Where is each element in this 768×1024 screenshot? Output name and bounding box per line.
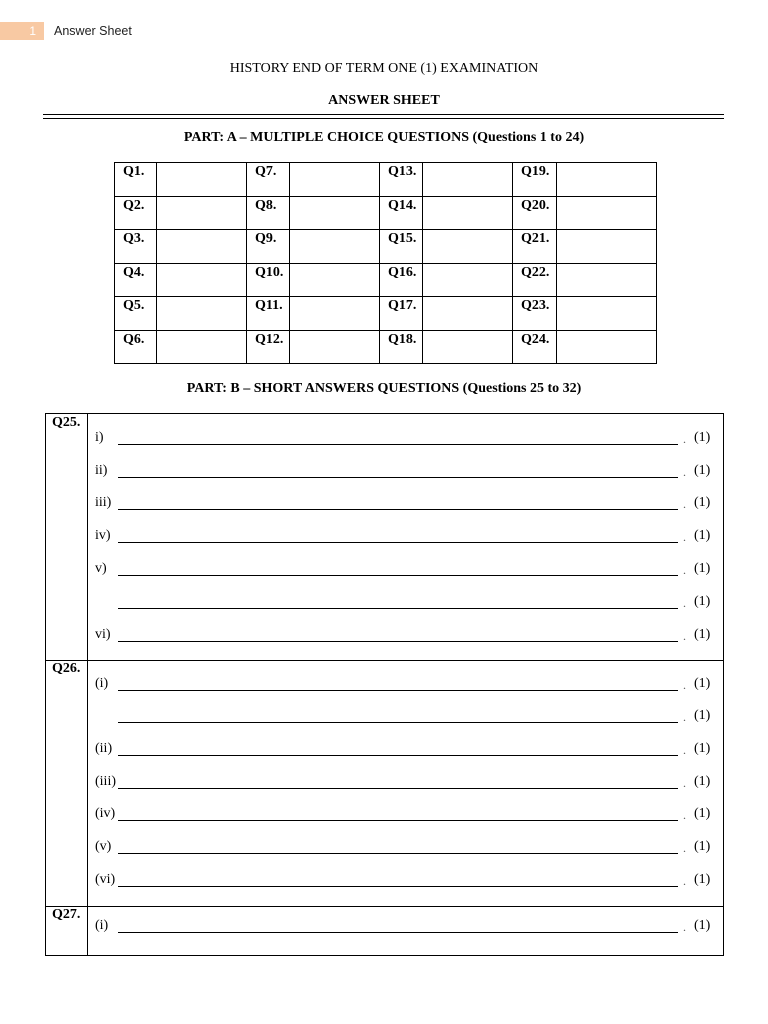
line-end-dot: . [683, 808, 686, 822]
mcq-question-label: Q8. [247, 196, 290, 230]
mark-allocation: (1) [694, 463, 711, 478]
answer-line[interactable] [118, 722, 678, 723]
sub-question-label: v) [95, 561, 107, 576]
line-end-dot: . [683, 920, 686, 934]
mark-allocation: (1) [694, 495, 711, 510]
mcq-answer-cell[interactable] [290, 196, 380, 230]
question-divider [46, 660, 723, 661]
answer-line-row [46, 594, 723, 614]
answer-line-row [46, 708, 723, 728]
mcq-question-label: Q11. [247, 297, 290, 331]
line-end-dot: . [683, 629, 686, 643]
mark-allocation: (1) [694, 708, 711, 723]
question-divider [46, 906, 723, 907]
answer-line-row [46, 463, 723, 483]
mcq-question-label: Q16. [380, 263, 423, 297]
mcq-answer-cell[interactable] [290, 263, 380, 297]
line-end-dot: . [683, 497, 686, 511]
question-label: Q25. [52, 415, 81, 430]
mark-allocation: (1) [694, 430, 711, 445]
answer-line-row [46, 741, 723, 761]
line-end-dot: . [683, 563, 686, 577]
mcq-answer-cell[interactable] [157, 330, 247, 364]
mcq-question-label: Q13. [380, 163, 423, 197]
sub-question-label: (ii) [95, 741, 113, 756]
answer-line[interactable] [118, 641, 678, 642]
sub-question-label: (iv) [95, 806, 116, 821]
mcq-answer-cell[interactable] [423, 297, 513, 331]
sheet-title: ANSWER SHEET [328, 93, 440, 108]
mark-allocation: (1) [694, 627, 711, 642]
mcq-question-label: Q9. [247, 230, 290, 264]
mcq-answer-cell[interactable] [557, 163, 657, 197]
mark-allocation: (1) [694, 872, 711, 887]
sub-question-label: (i) [95, 676, 109, 691]
answer-line[interactable] [118, 444, 678, 445]
mcq-question-label: Q2. [115, 196, 157, 230]
part-b-title: PART: B – SHORT ANSWERS QUESTIONS (Questions 25 to 32) [186, 381, 582, 396]
sub-question-label: vi) [95, 627, 111, 642]
mcq-answer-cell[interactable] [557, 263, 657, 297]
title-divider [43, 114, 724, 119]
mcq-question-label: Q14. [380, 196, 423, 230]
page-header [0, 22, 300, 40]
line-end-dot: . [683, 710, 686, 724]
answer-line-row [46, 561, 723, 581]
mcq-question-label: Q15. [380, 230, 423, 264]
mcq-answer-cell[interactable] [157, 263, 247, 297]
mcq-answer-cell[interactable] [557, 196, 657, 230]
answer-line[interactable] [118, 575, 678, 576]
answer-line-row [46, 495, 723, 515]
sub-question-label: ii) [95, 463, 108, 478]
answer-line[interactable] [118, 788, 678, 789]
mcq-question-label: Q20. [513, 196, 557, 230]
part-a-title: PART: A – MULTIPLE CHOICE QUESTIONS (Questions 1 to 24) [183, 130, 585, 145]
mcq-answer-cell[interactable] [423, 230, 513, 264]
answer-line-row [46, 676, 723, 696]
sub-question-label: iv) [95, 528, 111, 543]
question-label: Q27. [52, 907, 81, 922]
mcq-question-label: Q7. [247, 163, 290, 197]
answer-line[interactable] [118, 932, 678, 933]
answer-line[interactable] [118, 820, 678, 821]
mcq-answer-cell[interactable] [290, 297, 380, 331]
answer-line-row [46, 774, 723, 794]
mcq-answer-cell[interactable] [423, 196, 513, 230]
header-title: Answer Sheet [54, 24, 132, 38]
mcq-row [115, 196, 657, 230]
mcq-answer-cell[interactable] [557, 297, 657, 331]
answer-line-row [46, 528, 723, 548]
mcq-question-label: Q17. [380, 297, 423, 331]
sub-question-label: (vi) [95, 872, 116, 887]
mcq-answer-cell[interactable] [423, 263, 513, 297]
answer-line[interactable] [118, 509, 678, 510]
mark-allocation: (1) [694, 594, 711, 609]
mcq-answer-grid [114, 162, 657, 364]
mcq-question-label: Q23. [513, 297, 557, 331]
mcq-answer-cell[interactable] [157, 230, 247, 264]
mark-allocation: (1) [694, 918, 711, 933]
mcq-row [115, 163, 657, 197]
answer-line[interactable] [118, 853, 678, 854]
mark-allocation: (1) [694, 839, 711, 854]
mcq-question-label: Q12. [247, 330, 290, 364]
mark-allocation: (1) [694, 676, 711, 691]
answer-line[interactable] [118, 542, 678, 543]
mcq-answer-cell[interactable] [157, 196, 247, 230]
answer-line[interactable] [118, 608, 678, 609]
page-number: 1 [0, 22, 44, 40]
mark-allocation: (1) [694, 741, 711, 756]
mcq-question-label: Q22. [513, 263, 557, 297]
mark-allocation: (1) [694, 528, 711, 543]
mcq-question-label: Q18. [380, 330, 423, 364]
line-end-dot: . [683, 874, 686, 888]
answer-line[interactable] [118, 690, 678, 691]
line-end-dot: . [683, 596, 686, 610]
line-end-dot: . [683, 776, 686, 790]
question-label: Q26. [52, 661, 81, 676]
sub-question-label: iii) [95, 495, 112, 510]
mcq-question-label: Q6. [115, 330, 157, 364]
mcq-question-label: Q4. [115, 263, 157, 297]
sub-question-label: (v) [95, 839, 112, 854]
mcq-answer-cell[interactable] [423, 330, 513, 364]
sub-question-label: (iii) [95, 774, 116, 789]
sub-question-label: i) [95, 430, 104, 445]
mcq-question-label: Q10. [247, 263, 290, 297]
answer-line[interactable] [118, 755, 678, 756]
line-end-dot: . [683, 678, 686, 692]
mcq-row [115, 263, 657, 297]
answer-line-row [46, 430, 723, 450]
sub-question-label: (i) [95, 918, 109, 933]
mark-allocation: (1) [694, 774, 711, 789]
line-end-dot: . [683, 841, 686, 855]
answer-line-row [46, 627, 723, 647]
mcq-question-label: Q3. [115, 230, 157, 264]
line-end-dot: . [683, 530, 686, 544]
mcq-question-label: Q21. [513, 230, 557, 264]
line-end-dot: . [683, 432, 686, 446]
answer-line-row [46, 839, 723, 859]
mcq-answer-cell[interactable] [423, 163, 513, 197]
mcq-answer-cell[interactable] [290, 163, 380, 197]
mcq-answer-cell[interactable] [557, 330, 657, 364]
mcq-question-label: Q19. [513, 163, 557, 197]
mcq-question-label: Q1. [115, 163, 157, 197]
answer-line-row [46, 918, 723, 938]
mcq-answer-cell[interactable] [557, 230, 657, 264]
mcq-row [115, 330, 657, 364]
exam-title: HISTORY END OF TERM ONE (1) EXAMINATION [229, 61, 539, 76]
line-end-dot: . [683, 465, 686, 479]
answer-line[interactable] [118, 477, 678, 478]
mcq-answer-cell[interactable] [157, 163, 247, 197]
mcq-question-label: Q5. [115, 297, 157, 331]
mcq-question-label: Q24. [513, 330, 557, 364]
mark-allocation: (1) [694, 806, 711, 821]
mcq-answer-cell[interactable] [290, 230, 380, 264]
line-end-dot: . [683, 743, 686, 757]
mcq-row [115, 297, 657, 331]
answer-line[interactable] [118, 886, 678, 887]
answer-line-row [46, 806, 723, 826]
short-answer-box [45, 413, 724, 956]
mcq-answer-cell[interactable] [157, 297, 247, 331]
mark-allocation: (1) [694, 561, 711, 576]
answer-line-row [46, 872, 723, 892]
mcq-answer-cell[interactable] [290, 330, 380, 364]
mcq-row [115, 230, 657, 264]
